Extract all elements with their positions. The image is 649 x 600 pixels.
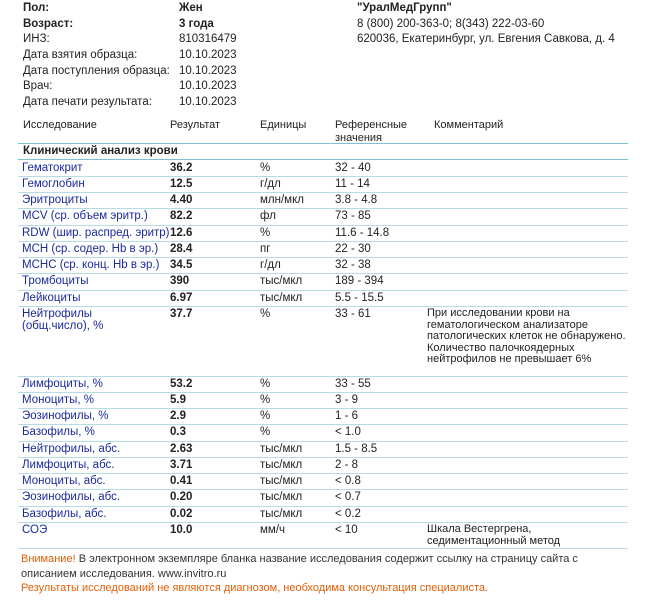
- test-reference: 189 - 394: [335, 275, 384, 287]
- test-unit: г/дл: [260, 259, 281, 271]
- test-name[interactable]: Моноциты, абс.: [22, 475, 106, 487]
- test-reference: 11.6 - 14.8: [335, 227, 390, 239]
- test-name[interactable]: MCH (ср. содер. Hb в эр.): [22, 243, 159, 255]
- test-comment: При исследовании крови на гематологическом анализаторе патологических клеток не обнаружено. Количество палочкоядерных нейтрофилов не превышает 6%: [427, 307, 626, 365]
- test-unit: %: [260, 410, 271, 422]
- table-row: [18, 489, 628, 506]
- table-row: [18, 506, 628, 522]
- test-unit: тыс/мкл: [260, 508, 303, 520]
- test-unit: фл: [260, 210, 276, 222]
- section-top-divider: [18, 143, 628, 144]
- age-value: 3 года: [179, 18, 214, 30]
- table-row: [18, 424, 628, 441]
- test-reference: < 10: [335, 524, 358, 536]
- test-reference: 1 - 6: [335, 410, 359, 422]
- test-reference: 33 - 61: [335, 308, 371, 320]
- header-test: Исследование: [23, 119, 97, 131]
- test-result: 12.5: [170, 178, 193, 190]
- test-result: 28.4: [170, 243, 193, 255]
- test-name[interactable]: Лимфоциты, абс.: [22, 459, 115, 471]
- test-result: 0.20: [170, 491, 193, 503]
- test-name[interactable]: RDW (шир. распред. эритр): [22, 227, 170, 239]
- print-date-value: 10.10.2023: [179, 96, 237, 108]
- sample-taken-value: 10.10.2023: [179, 49, 237, 61]
- table-row: [18, 473, 628, 489]
- test-name[interactable]: Базофилы, абс.: [22, 508, 107, 520]
- test-unit: %: [260, 426, 271, 438]
- test-result: 0.02: [170, 508, 193, 520]
- section-title: Клинический анализ крови: [23, 145, 178, 157]
- inz-label: ИНЗ:: [23, 33, 50, 45]
- test-result: 0.3: [170, 426, 186, 438]
- test-name[interactable]: Лимфоциты, %: [22, 378, 103, 390]
- test-result: 36.2: [170, 162, 193, 174]
- print-date-label: Дата печати результата:: [23, 96, 152, 108]
- test-result: 2.9: [170, 410, 186, 422]
- table-row: [18, 176, 628, 192]
- table-row: [18, 257, 628, 273]
- test-unit: %: [260, 162, 271, 174]
- test-result: 0.41: [170, 475, 193, 487]
- test-name[interactable]: Эритроциты: [22, 194, 88, 206]
- test-reference: < 0.2: [335, 508, 361, 520]
- test-comment: Шкала Вестергрена, седиментационный метод: [427, 523, 561, 547]
- test-unit: г/дл: [260, 178, 281, 190]
- age-label: Возраст:: [23, 18, 74, 30]
- attention-label: Внимание!: [21, 553, 76, 565]
- doctor-value: 10.10.2023: [179, 80, 237, 92]
- table-row: [18, 457, 628, 473]
- test-unit: тыс/мкл: [260, 443, 303, 455]
- test-reference: 5.5 - 15.5: [335, 292, 384, 304]
- test-result: 5.9: [170, 394, 186, 406]
- inz-value: 810316479: [179, 33, 237, 45]
- sample-taken-label: Дата взятия образца:: [23, 49, 138, 61]
- sex-label: Пол:: [23, 2, 50, 14]
- test-reference: 33 - 55: [335, 378, 371, 390]
- lab-name: "УралМедГрупп": [357, 2, 452, 14]
- header-reference: Референсные значения: [335, 119, 408, 144]
- test-name[interactable]: Базофилы, %: [22, 426, 95, 438]
- test-result: 4.40: [170, 194, 193, 206]
- test-reference: 32 - 38: [335, 259, 371, 271]
- test-reference: < 1.0: [335, 426, 361, 438]
- test-name[interactable]: Нейтрофилы, абс.: [22, 443, 121, 455]
- test-reference: 2 - 8: [335, 459, 359, 471]
- table-row: [18, 241, 628, 257]
- test-name[interactable]: СОЭ: [22, 524, 48, 536]
- test-result: 37.7: [170, 308, 193, 320]
- test-unit: тыс/мкл: [260, 475, 303, 487]
- lab-phones: 8 (800) 200-363-0; 8(343) 222-03-60: [357, 18, 545, 30]
- test-unit: мм/ч: [260, 524, 285, 536]
- test-unit: %: [260, 394, 271, 406]
- header-comment: Комментарий: [434, 119, 504, 131]
- sample-received-value: 10.10.2023: [179, 65, 237, 77]
- disclaimer: Результаты исследований не являются диагнозом, необходима консультация специалиста.: [21, 582, 489, 594]
- test-result: 3.71: [170, 459, 193, 471]
- test-unit: %: [260, 308, 271, 320]
- test-reference: 3 - 9: [335, 394, 359, 406]
- test-result: 10.0: [170, 524, 193, 536]
- test-reference: 22 - 30: [335, 243, 371, 255]
- test-name[interactable]: Моноциты, %: [22, 394, 95, 406]
- table-row: [18, 160, 628, 176]
- test-name[interactable]: MCHC (ср. конц. Hb в эр.): [22, 259, 160, 271]
- test-reference: 32 - 40: [335, 162, 371, 174]
- test-name[interactable]: MCV (ср. объем эритр.): [22, 210, 148, 222]
- test-reference: 3.8 - 4.8: [335, 194, 378, 206]
- test-unit: тыс/мкл: [260, 459, 303, 471]
- test-result: 2.63: [170, 443, 193, 455]
- test-unit: %: [260, 378, 271, 390]
- table-row: [18, 522, 628, 548]
- table-row: [18, 376, 628, 392]
- test-result: 82.2: [170, 210, 193, 222]
- test-result: 53.2: [170, 378, 193, 390]
- table-row: [18, 392, 628, 408]
- doctor-label: Врач:: [23, 80, 53, 92]
- test-name[interactable]: Эозинофилы, %: [22, 410, 109, 422]
- test-unit: %: [260, 227, 271, 239]
- test-reference: < 0.7: [335, 491, 361, 503]
- header-units: Единицы: [260, 119, 307, 131]
- table-row: [18, 208, 628, 225]
- attention-text: В электронном экземпляре бланка название исследования содержит ссылку на страницу сайта с описанием исследования. www.invitro.ru: [21, 553, 578, 580]
- sex-value: Жен: [179, 2, 203, 14]
- table-row: [18, 441, 628, 457]
- test-reference: 73 - 85: [335, 210, 371, 222]
- table-row: [18, 290, 628, 306]
- table-row: [18, 306, 628, 376]
- header-result: Результат: [170, 119, 221, 131]
- test-result: 390: [170, 275, 190, 287]
- test-name[interactable]: Лейкоциты: [22, 292, 81, 304]
- test-unit: тыс/мкл: [260, 292, 303, 304]
- test-name[interactable]: Нейтрофилы (общ.число), %: [22, 308, 104, 332]
- test-name[interactable]: Эозинофилы, абс.: [22, 491, 121, 503]
- table-row: [18, 192, 628, 208]
- test-name[interactable]: Тромбоциты: [22, 275, 89, 287]
- table-row: [18, 408, 628, 424]
- test-reference: < 0.8: [335, 475, 361, 487]
- test-name[interactable]: Гемоглобин: [22, 178, 85, 190]
- row-divider: [18, 548, 628, 549]
- lab-address: 620036, Екатеринбург, ул. Евгения Савкова, д. 4: [357, 33, 615, 45]
- test-name[interactable]: Гематокрит: [22, 162, 83, 174]
- test-unit: тыс/мкл: [260, 275, 303, 287]
- test-reference: 11 - 14: [335, 178, 370, 190]
- sample-received-label: Дата поступления образца:: [23, 65, 170, 77]
- table-row: [18, 225, 628, 241]
- test-unit: пг: [260, 243, 271, 255]
- test-result: 6.97: [170, 292, 193, 304]
- test-result: 12.6: [170, 227, 193, 239]
- test-result: 34.5: [170, 259, 193, 271]
- table-row: [18, 273, 628, 290]
- test-unit: млн/мкл: [260, 194, 304, 206]
- attention-note: [21, 552, 631, 581]
- test-unit: тыс/мкл: [260, 491, 303, 503]
- test-reference: 1.5 - 8.5: [335, 443, 378, 455]
